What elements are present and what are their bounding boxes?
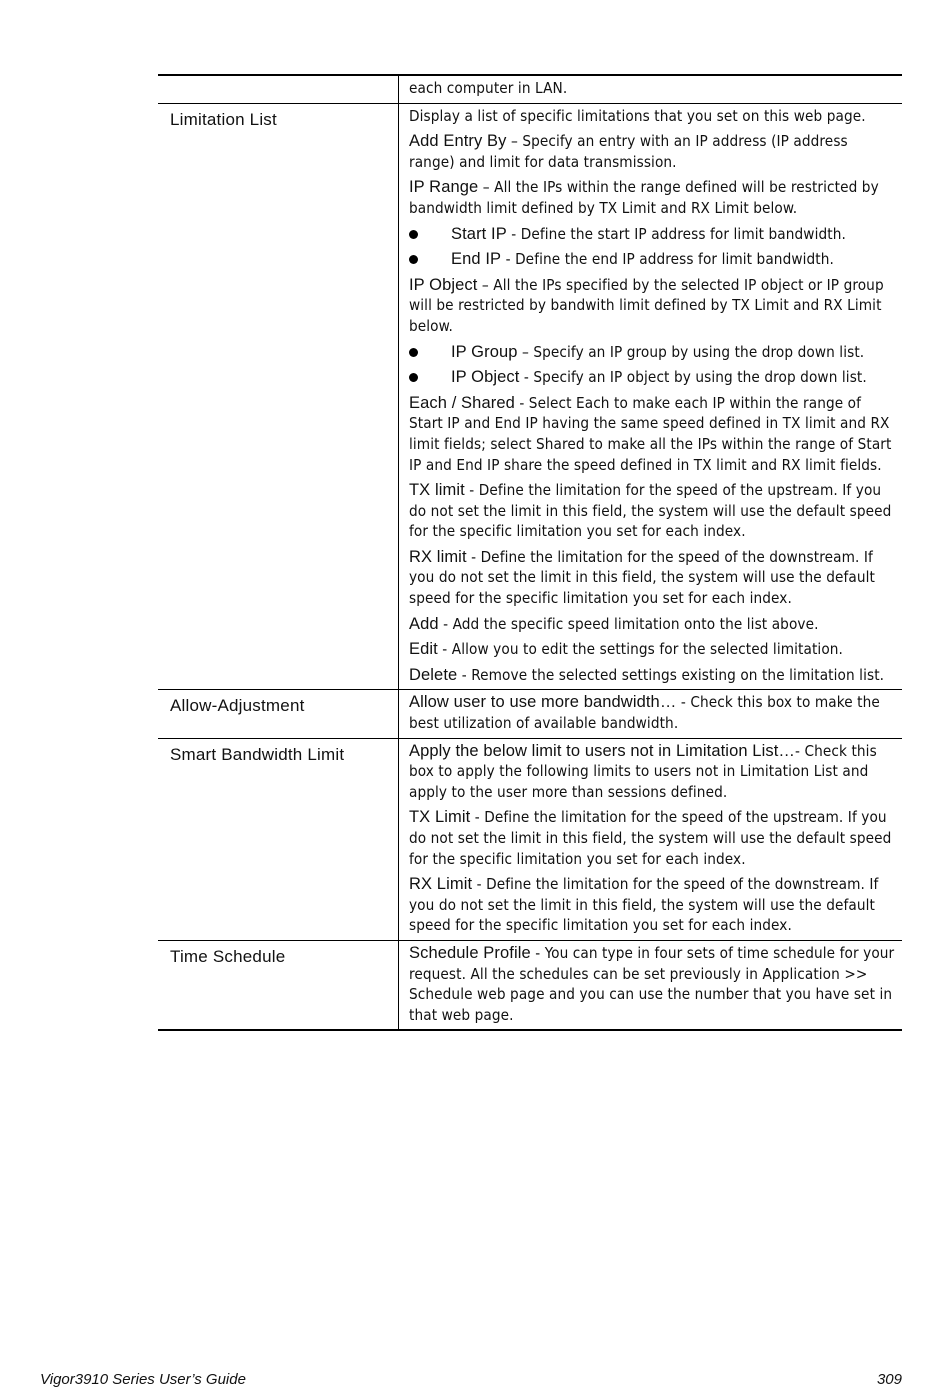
page-number: 309 [876, 1371, 902, 1388]
table-body [158, 75, 902, 1030]
separator: - [437, 640, 452, 659]
bullet-icon [409, 373, 418, 382]
bullet-item [409, 224, 896, 245]
field-description: Check this box to apply the following limits to users not in Limitation List and apply to the user more than sessions defined. [409, 741, 877, 801]
separator: - [438, 614, 453, 633]
description-paragraph [409, 106, 896, 127]
separator: - [470, 808, 485, 827]
description-paragraph [409, 874, 896, 936]
separator: – [478, 178, 495, 197]
field-description: All the IPs specified by the selected IP object or IP group will be restricted by bandwith limit defined by TX Limit and RX Limit below. [409, 275, 884, 335]
description-paragraph [409, 78, 896, 99]
description-paragraph [409, 741, 896, 803]
description-paragraph [409, 393, 896, 475]
term-cell [158, 690, 399, 738]
field-name: Delete [409, 665, 458, 684]
description-paragraph [409, 639, 896, 660]
field-description: Specify an entry with an IP address (IP address range) and limit for data transmission. [409, 132, 848, 171]
separator: – [477, 275, 494, 294]
field-name: IP Range [409, 178, 479, 197]
bullet-icon [409, 255, 418, 264]
table-row [158, 103, 902, 690]
field-name: TX Limit [409, 808, 471, 827]
table-row [158, 738, 902, 940]
description-paragraph [409, 177, 896, 218]
term-cell [158, 940, 399, 1030]
term-cell [158, 738, 399, 940]
field-name: Apply the below limit to users not in Limitation List… [409, 741, 795, 760]
field-description: Define the limitation for the speed of the downstream. If you do not set the limit in this field, the system will use the default speed for the specific limitation you set for each index. [409, 875, 879, 935]
field-name: End IP [451, 250, 502, 269]
separator: - [795, 741, 805, 760]
field-description: Display a list of specific limitations that you set on this web page. [409, 106, 866, 125]
description-paragraph [409, 480, 896, 542]
separator: - [519, 368, 534, 387]
field-name: Start IP [451, 224, 507, 243]
field-description: Specify an IP object by using the drop down list. [533, 368, 867, 387]
field-description: Define the end IP address for limit bandwidth. [515, 250, 834, 269]
feature-description-table [158, 74, 902, 1031]
separator: - [457, 665, 472, 684]
term-cell [158, 103, 399, 690]
field-description: Define the limitation for the speed of the downstream. If you do not set the limit in this field, the system will use the default speed for the specific limitation you set for each index. [409, 547, 876, 608]
field-name: Add [409, 614, 439, 633]
separator: - [506, 224, 521, 243]
field-description: All the IPs within the range defined will be restricted by bandwidth limit defined by TX Limit and RX Limit below. [409, 178, 879, 217]
description-cell [399, 75, 903, 103]
separator: - [514, 393, 529, 412]
separator: – [506, 132, 523, 151]
bullet-item [409, 367, 896, 388]
separator: - [530, 943, 545, 962]
term-cell [158, 75, 399, 103]
field-name: Schedule Profile [409, 943, 531, 962]
field-description: Define the limitation for the speed of the upstream. If you do not set the limit in this field, the system will use the default speed for the specific limitation you set for each index. [409, 481, 892, 541]
field-description: Define the limitation for the speed of the upstream. If you do not set the limit in this field, the system will use the default speed for the specific limitation you set for each index. [409, 808, 892, 868]
description-paragraph [409, 807, 896, 869]
description-paragraph [409, 665, 896, 686]
field-name: Add Entry By [409, 132, 507, 151]
description-cell [399, 940, 903, 1030]
field-description: Define the start IP address for limit bandwidth. [520, 224, 846, 243]
description-cell [399, 103, 903, 690]
field-name: IP Group [451, 342, 518, 361]
term-label [158, 76, 398, 82]
description-paragraph [409, 614, 896, 635]
field-name: Allow user to use more bandwidth… [409, 693, 677, 712]
description-paragraph [409, 547, 896, 609]
field-description: Allow you to edit the settings for the selected limitation. [451, 640, 843, 659]
field-name: IP Object [451, 368, 520, 387]
bullet-icon [409, 348, 418, 357]
field-name: RX limit [409, 547, 467, 566]
separator: - [466, 547, 481, 566]
separator: - [464, 481, 479, 500]
description-paragraph [409, 692, 896, 733]
field-description: Check this box to make the best utilization of available bandwidth. [409, 693, 880, 733]
field-name: RX Limit [409, 875, 473, 894]
bullet-icon [409, 230, 418, 239]
field-name: Edit [409, 640, 438, 659]
field-description: Remove the selected settings existing on the limitation list. [471, 665, 885, 684]
field-description: Specify an IP group by using the drop down list. [533, 342, 865, 361]
term-label: Smart Bandwidth Limit [170, 744, 345, 764]
description-cell [399, 738, 903, 940]
description-paragraph [409, 943, 896, 1025]
field-name: TX limit [409, 481, 465, 500]
field-description: Add the specific speed limitation onto the list above. [452, 614, 819, 633]
table-row [158, 75, 902, 103]
field-name: Each / Shared [409, 393, 515, 412]
bullet-item [409, 249, 896, 270]
page-footer [40, 1371, 902, 1388]
separator: - [501, 250, 516, 269]
field-description: You can type in four sets of time schedule for your request. All the schedules can be set previously in Application >> Schedule web page and you can use the number that you have set in that web page. [409, 943, 895, 1024]
term-label: Time Schedule [170, 946, 286, 966]
separator: - [676, 693, 691, 712]
description-cell [399, 690, 903, 738]
table-row [158, 690, 902, 738]
term-label: Allow-Adjustment [170, 696, 305, 716]
guide-title: Vigor3910 Series User’s Guide [40, 1371, 246, 1388]
field-description: Select Each to make each IP within the range of Start IP and End IP having the same speed defined in TX limit and RX limit fields; select Shared to make all the IPs within the range of Start IP and End IP share the speed defined in TX limit and RX limit fields. [409, 393, 892, 474]
field-description: each computer in LAN. [409, 79, 568, 97]
description-paragraph [409, 275, 896, 337]
description-paragraph [409, 131, 896, 172]
separator: - [472, 875, 487, 894]
bullet-item [409, 342, 896, 363]
separator: – [517, 342, 534, 361]
table-row [158, 940, 902, 1030]
field-name: IP Object [409, 275, 478, 294]
term-label: Limitation List [170, 109, 277, 129]
